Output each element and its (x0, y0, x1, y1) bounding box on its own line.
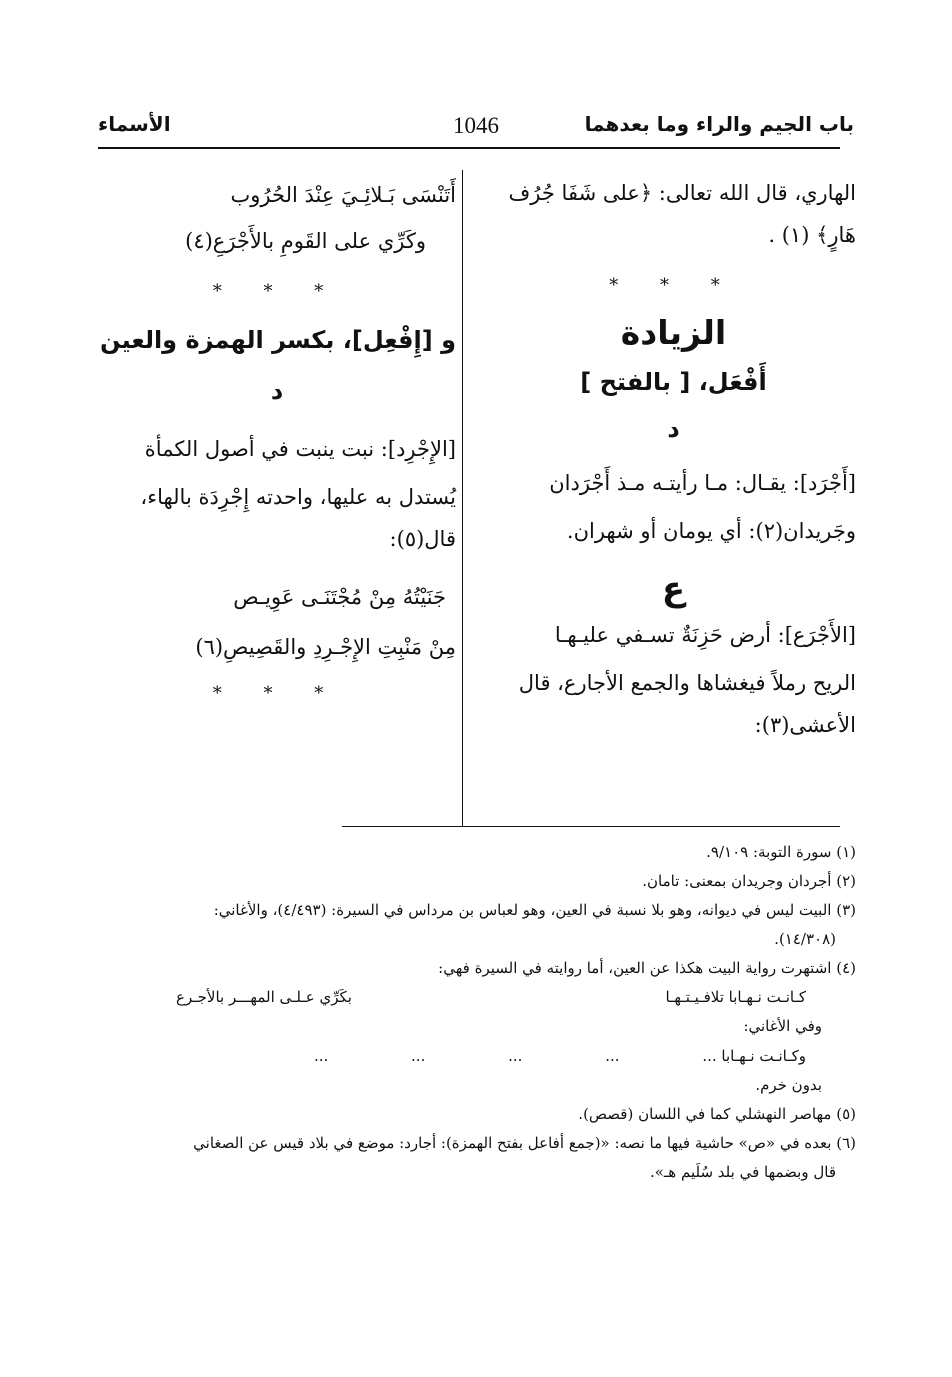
section-heading: الزيادة (620, 313, 727, 352)
footnote: (٦) بعده في «ص» حاشية فيها ما نصه: «(جمع أفاعل بفتح الهمزة): أجارد: موضع في بلاد قيس عن الصغاني (193, 1134, 856, 1152)
chapter-title: باب الجيم والراء وما بعدهما (584, 112, 854, 136)
footnote-verse-hemistich: وكـانـت نـهـابا ... (702, 1047, 806, 1065)
header-rule (98, 147, 840, 149)
section-separator: * * * (609, 275, 738, 296)
ellipsis: ... (508, 1047, 523, 1065)
text-line: وجَريدان(٢): أي يومان أو شهران. (566, 519, 856, 543)
footnote-continuation: بدون خرم. (755, 1076, 822, 1094)
pattern-heading: أَفْعَل، [ بالفتح ] (580, 368, 767, 396)
footnote-verse (96, 983, 856, 1012)
footnote: (٣) البيت ليس في ديوانه، وهو بلا نسبة في العين، وهو لعباس بن مرداس في السيرة: (٤/٤٩٣)، والأغاني: (213, 901, 856, 919)
pattern-heading: و [إِفْعِل]، بكسر الهمزة والعين (100, 326, 456, 354)
text-line: قال(٥): (389, 527, 456, 551)
footnote-verse-hemistich: بكَرِّي عـلـى المهـــر بالأجـرع (176, 988, 352, 1006)
page-number: 1046 (453, 113, 499, 138)
footnote-rule (342, 826, 840, 827)
ellipsis: ... (605, 1047, 620, 1065)
verse-hemistich: أَتَنْسَى بَـلائِـيَ عِنْدَ الحُرُوب (230, 183, 456, 207)
footnote-verse-truncated (96, 1041, 856, 1071)
footnotes (96, 838, 856, 1187)
section-separator: * * * (212, 683, 342, 704)
text-line: الريح رملاً فيغشاها والجمع الأجارع، قال (518, 671, 856, 695)
text-line: الهاري، قال الله تعالى: ﴿على شَفَا جُرُف (508, 181, 856, 205)
text-line: يُستدل به عليها، واحدته إِجْرِدَة بالهاء، (140, 485, 456, 509)
footnote-continuation: (١٤/٣٠٨). (774, 930, 836, 948)
letter-heading: د (270, 377, 284, 405)
text-line: [أَجْرَد]: يقـال: مـا رأيتـه مـذ أَجْرَدان (549, 471, 856, 495)
footnote-continuation: وفي الأغاني: (743, 1017, 822, 1035)
footnote: (٤) اشتهرت رواية البيت هكذا عن العين، أما روايته في السيرة فهي: (438, 959, 856, 977)
footnote-verse-hemistich: كـانـت نـهـابا تلافـيـتـهـا (665, 988, 806, 1006)
verse-hemistich: جَنَيْتُهُ مِنْ مُجْتَنَـى عَوِيـص (233, 585, 446, 609)
letter-heading: د (667, 415, 680, 443)
footnote: (١) سورة التوبة: ٩/١٠٩. (706, 843, 856, 861)
text-line: [الأَجْرَع]: أرض حَزِنَةٌ تسـفي عليـهـا (554, 623, 856, 647)
text-line: الأعشى(٣): (754, 713, 856, 737)
ellipsis: ... (313, 1047, 329, 1065)
column-divider (462, 170, 463, 826)
footnote: (٥) مهاصر النهشلي كما في اللسان (قصص). (578, 1105, 856, 1123)
text-line: هَارٍ﴾ (١) . (768, 223, 856, 247)
section-title: الأسماء (98, 112, 171, 136)
right-column (491, 172, 856, 746)
footnote-continuation: قال وبضمها في بلد سُلَيم هـ». (649, 1163, 836, 1181)
footnote: (٢) أجردان وجريدان بمعنى: تامان. (642, 872, 856, 890)
section-separator: * * * (212, 281, 342, 302)
verse-hemistich: مِنْ مَنْبِتِ الإِجْـرِدِ والقَصِيصِ(٦) (195, 635, 456, 659)
verse-hemistich: وكَرِّي على القَومِ بالأَجْرَعِ(٤) (185, 229, 426, 253)
text-line: [الإِجْرِد]: نبت ينبت في أصول الكمأة (144, 437, 456, 461)
letter-heading: ع (661, 569, 686, 609)
ellipsis: ... (411, 1047, 426, 1065)
left-column (98, 172, 456, 710)
